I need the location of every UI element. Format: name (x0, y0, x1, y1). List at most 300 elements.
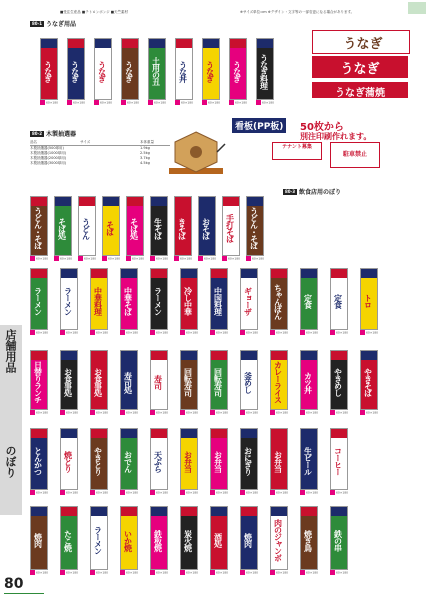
restaurant-flag (120, 428, 138, 490)
flag-header-strip (151, 197, 167, 206)
flag-header-strip (230, 39, 246, 48)
flag-size-text: 60×180 (276, 330, 289, 335)
flag-size-label (40, 100, 58, 105)
flag-header-strip (91, 507, 107, 516)
flag-header-strip (181, 429, 197, 438)
flag-size-text: 60×180 (208, 100, 221, 105)
flag-size-text: 60×180 (132, 256, 145, 261)
flag-text: ラーメン (63, 287, 74, 315)
flag-size-text: 60×180 (204, 256, 217, 261)
flag-size-label (94, 100, 112, 105)
flag-text: ちゃんぽん (273, 283, 284, 319)
flag-size-label (60, 570, 78, 575)
order-mark-icon (175, 100, 180, 105)
legend-right: ※サイズ単位:cm ※デザイン・文字等の一部変更になる場合があります。 (240, 10, 355, 14)
flag-header-strip (301, 507, 317, 516)
flag-size-text: 60×180 (246, 410, 259, 415)
flag-header-strip (122, 39, 138, 48)
flag-size-label (330, 490, 348, 495)
flag-size-text: 60×180 (156, 490, 169, 495)
order-mark-icon (180, 330, 185, 335)
flag-text: お食事処 (93, 368, 104, 396)
order-mark-icon (229, 100, 234, 105)
flag-size-label (174, 256, 192, 261)
lottery-row-weight: 4.5kg (140, 161, 150, 165)
flag-text: 中華料理 (93, 287, 104, 315)
restaurant-flag (102, 196, 120, 256)
flag-header-strip (151, 429, 167, 438)
restaurant-flag (300, 350, 318, 410)
section-lottery-heading (30, 130, 76, 137)
order-mark-icon (90, 410, 95, 415)
restaurant-flag (240, 428, 258, 490)
flag-header-strip (361, 351, 377, 360)
flag-text: きそば (177, 217, 188, 239)
flag-size-label (120, 570, 138, 575)
restaurant-flag (60, 428, 78, 490)
restaurant-flag (60, 350, 78, 410)
flag-size-text: 60×180 (126, 570, 139, 575)
flag-text: やきそば (363, 368, 374, 396)
lottery-row-weight: 2.5kg (140, 151, 150, 155)
flag-header-strip (103, 197, 119, 206)
flag-size-label (120, 490, 138, 495)
banner-text: うなぎ蒲焼 (335, 88, 385, 99)
flag-size-label (270, 410, 288, 415)
flag-text: コーヒー (333, 447, 344, 475)
lottery-row-name: 木製抽選器(1000球用) (30, 151, 67, 155)
flag-size-text: 60×180 (246, 330, 259, 335)
order-mark-icon (330, 410, 335, 415)
flag-header-strip (241, 269, 257, 278)
flag-header-strip (121, 351, 137, 360)
flag-header-strip (31, 269, 47, 278)
order-mark-icon (94, 100, 99, 105)
restaurant-flag (30, 428, 48, 490)
flag-size-text: 60×180 (96, 410, 109, 415)
flag-size-label (300, 570, 318, 575)
flag-header-strip (41, 39, 57, 48)
flag-size-text: 60×180 (262, 100, 275, 105)
flag-text: 回転寿司 (213, 368, 224, 396)
section-title: 木製抽選器 (46, 131, 77, 138)
flag-header-strip (31, 507, 47, 516)
flag-size-label (330, 410, 348, 415)
flag-size-label (150, 410, 168, 415)
flag-header-strip (95, 39, 111, 48)
flag-text: うなぎ (70, 60, 81, 82)
flag-size-text: 60×180 (252, 256, 265, 261)
flag-text: 炭火焼 (183, 529, 194, 551)
flag-size-label (150, 490, 168, 495)
restaurant-flag (210, 268, 228, 330)
restaurant-flag (270, 350, 288, 410)
order-mark-icon (210, 410, 215, 415)
flag-text: うなぎ (124, 60, 135, 82)
flag-header-strip (203, 39, 219, 48)
flag-text: そば処 (129, 217, 140, 239)
order-mark-icon (90, 330, 95, 335)
flag-size-text: 60×180 (180, 256, 193, 261)
flag-size-text: 60×180 (276, 410, 289, 415)
flag-text: いか焼 (123, 529, 134, 551)
order-mark-icon (198, 256, 203, 261)
flag-text: うなぎ料理 (259, 53, 270, 89)
flag-size-text: 60×180 (186, 570, 199, 575)
order-mark-icon (40, 100, 45, 105)
restaurant-flag (90, 268, 108, 330)
flag-size-text: 60×180 (336, 330, 349, 335)
order-mark-icon (270, 490, 275, 495)
flag-text: うなぎ (205, 60, 216, 82)
panel-line1: 50枚から (300, 122, 344, 133)
restaurant-flag (330, 428, 348, 490)
flag-text: おでん (123, 450, 134, 472)
flag-text: 焼き鳥 (303, 529, 314, 551)
flag-size-label (30, 570, 48, 575)
flag-size-label (222, 256, 240, 261)
sign-parking (330, 142, 380, 168)
flag-header-strip (331, 429, 347, 438)
order-mark-icon (54, 256, 59, 261)
section-code: 80-1 (32, 20, 43, 26)
order-mark-icon (270, 410, 275, 415)
unagi-flag (175, 38, 193, 100)
flag-size-label (240, 490, 258, 495)
flag-size-label (90, 410, 108, 415)
section-restaurant-heading (283, 188, 341, 195)
flag-size-text: 60×180 (366, 330, 379, 335)
flag-text: うどん・そば (249, 207, 260, 249)
flag-size-text: 60×180 (100, 100, 113, 105)
flag-header-strip (271, 351, 287, 360)
flag-size-label (30, 330, 48, 335)
flag-size-label (120, 330, 138, 335)
sign-text: 駐車禁止 (342, 151, 367, 158)
restaurant-flag (30, 268, 48, 330)
flag-text: うどん・そば (33, 207, 44, 249)
flag-size-label (60, 410, 78, 415)
banner-text: うなぎ (340, 62, 380, 77)
flag-header-strip (181, 507, 197, 516)
flag-size-label (240, 410, 258, 415)
restaurant-flag (90, 350, 108, 410)
order-mark-icon (30, 256, 35, 261)
legend-left: ■受注生産品 ■テトロンポンジ ■天竺素材 (60, 10, 129, 14)
order-mark-icon (60, 570, 65, 575)
flag-text: カレーライス (273, 361, 284, 403)
flag-size-text: 60×180 (216, 410, 229, 415)
lottery-row-weight: 1.9kg (140, 146, 150, 150)
flag-size-label (30, 410, 48, 415)
order-mark-icon (330, 490, 335, 495)
order-mark-icon (270, 570, 275, 575)
order-mark-icon (120, 410, 125, 415)
flag-size-label (270, 570, 288, 575)
col-weight: 本体重量 (140, 140, 154, 144)
unagi-flag (67, 38, 85, 100)
flag-header-strip (241, 351, 257, 360)
flag-text: 肉のジャンボ (273, 519, 284, 561)
restaurant-flag (30, 506, 48, 570)
flag-header-strip (331, 507, 347, 516)
order-mark-icon (240, 330, 245, 335)
lottery-row-name: 木製抽選器(3000球用) (30, 161, 67, 165)
banner-text: うなぎ (343, 37, 383, 52)
order-mark-icon (120, 570, 125, 575)
flag-header-strip (121, 429, 137, 438)
order-mark-icon (240, 570, 245, 575)
flag-header-strip (151, 507, 167, 516)
flag-size-label (210, 410, 228, 415)
order-mark-icon (300, 570, 305, 575)
restaurant-flag (240, 506, 258, 570)
page-rule (4, 593, 44, 594)
lottery-machine-image (165, 128, 227, 176)
lottery-row-name: 木製抽選器(2000球用) (30, 156, 67, 160)
flag-size-label (256, 100, 274, 105)
order-mark-icon (30, 570, 35, 575)
flag-header-strip (55, 197, 71, 206)
flag-text: 中国料理 (213, 287, 224, 315)
restaurant-flag (360, 350, 378, 410)
flag-header-strip (199, 197, 215, 206)
flag-size-text: 60×180 (73, 100, 86, 105)
order-mark-icon (67, 100, 72, 105)
flag-size-text: 60×180 (60, 256, 73, 261)
flag-text: 鉄の串 (333, 529, 344, 551)
flag-text: おそば (201, 217, 212, 239)
flag-size-text: 60×180 (36, 410, 49, 415)
flag-text: 鉄板焼 (153, 529, 164, 551)
restaurant-flag (330, 350, 348, 410)
restaurant-flag (300, 428, 318, 490)
flag-size-label (270, 490, 288, 495)
flag-text: お弁当 (183, 450, 194, 472)
restaurant-flag (54, 196, 72, 256)
flag-header-strip (151, 351, 167, 360)
flag-header-strip (247, 197, 263, 206)
flag-size-label (180, 330, 198, 335)
flag-size-text: 60×180 (186, 410, 199, 415)
flag-text: ラーメン (153, 287, 164, 315)
section-title: 飲食店用のぼり (299, 189, 342, 196)
flag-size-label (60, 330, 78, 335)
restaurant-flag (150, 196, 168, 256)
flag-text: 釜めし (243, 371, 254, 393)
flag-size-text: 60×180 (154, 100, 167, 105)
sidebar-subcategory: のぼり (4, 445, 17, 478)
flag-size-text: 60×180 (228, 256, 241, 261)
sign-tenant (272, 142, 322, 160)
flag-header-strip (223, 197, 239, 206)
order-mark-icon (300, 410, 305, 415)
flag-size-text: 60×180 (66, 490, 79, 495)
flag-size-label (210, 570, 228, 575)
flag-text: とんかつ (33, 447, 44, 475)
flag-size-label (180, 570, 198, 575)
flag-size-text: 60×180 (108, 256, 121, 261)
restaurant-flag (330, 268, 348, 330)
flag-size-label (67, 100, 85, 105)
flag-size-text: 60×180 (246, 570, 259, 575)
flag-text: 焼肉 (243, 533, 254, 547)
restaurant-flag (270, 268, 288, 330)
order-mark-icon (246, 256, 251, 261)
restaurant-flag (180, 350, 198, 410)
order-mark-icon (102, 256, 107, 261)
flag-text: うなぎ (232, 60, 243, 82)
flag-size-text: 60×180 (235, 100, 248, 105)
unagi-flag (229, 38, 247, 100)
restaurant-flag (210, 350, 228, 410)
order-mark-icon (150, 490, 155, 495)
flag-size-label (198, 256, 216, 261)
flag-text: 焼とり (63, 450, 74, 472)
flag-size-label (54, 256, 72, 261)
flag-size-label (30, 256, 48, 261)
flag-text: ラーメン (33, 287, 44, 315)
flag-size-label (90, 490, 108, 495)
order-mark-icon (270, 330, 275, 335)
sidebar-category: 店舗用品 (4, 329, 17, 373)
flag-size-label (60, 490, 78, 495)
order-mark-icon (30, 490, 35, 495)
flag-header-strip (241, 507, 257, 516)
lottery-row-name: 木製抽選器(500球用) (30, 146, 64, 150)
flag-text: 生ビール (303, 447, 314, 475)
order-mark-icon (174, 256, 179, 261)
order-mark-icon (330, 570, 335, 575)
flag-size-label (30, 490, 48, 495)
flag-size-text: 60×180 (96, 490, 109, 495)
order-mark-icon (60, 330, 65, 335)
restaurant-flag (90, 506, 108, 570)
flag-text: 焼肉 (33, 533, 44, 547)
flag-header-strip (61, 269, 77, 278)
flag-header-strip (176, 39, 192, 48)
flag-text: カツ丼 (303, 371, 314, 393)
flag-size-text: 60×180 (216, 330, 229, 335)
restaurant-flag (120, 268, 138, 330)
flag-header-strip (121, 269, 137, 278)
flag-size-text: 60×180 (306, 570, 319, 575)
order-mark-icon (126, 256, 131, 261)
order-mark-icon (150, 330, 155, 335)
flag-size-text: 60×180 (156, 570, 169, 575)
flag-header-strip (241, 429, 257, 438)
flag-text: お弁当 (273, 450, 284, 472)
restaurant-flag (222, 196, 240, 256)
restaurant-flag (210, 428, 228, 490)
flag-size-text: 60×180 (156, 330, 169, 335)
flag-text: お食事処 (63, 368, 74, 396)
flag-text: 中華そば (123, 287, 134, 315)
flag-text: ラーメン (93, 526, 104, 554)
flag-size-label (229, 100, 247, 105)
flag-text: たこ焼 (63, 529, 74, 551)
order-mark-icon (256, 100, 261, 105)
flag-size-text: 60×180 (186, 330, 199, 335)
flag-size-text: 60×180 (246, 490, 259, 495)
flag-header-strip (61, 351, 77, 360)
flag-size-label (300, 410, 318, 415)
flag-header-strip (61, 507, 77, 516)
restaurant-flag (60, 506, 78, 570)
restaurant-flag (180, 428, 198, 490)
flag-size-text: 60×180 (84, 256, 97, 261)
flag-header-strip (301, 269, 317, 278)
flag-size-label (126, 256, 144, 261)
order-mark-icon (121, 100, 126, 105)
order-mark-icon (210, 490, 215, 495)
unagi-flag (148, 38, 166, 100)
order-mark-icon (60, 490, 65, 495)
flag-size-label (78, 256, 96, 261)
flag-header-strip (301, 351, 317, 360)
flag-size-text: 60×180 (336, 570, 349, 575)
flag-header-strip (181, 269, 197, 278)
flag-header-strip (91, 269, 107, 278)
flag-size-text: 60×180 (156, 256, 169, 261)
order-mark-icon (30, 330, 35, 335)
restaurant-flag (240, 268, 258, 330)
flag-header-strip (361, 269, 377, 278)
restaurant-flag (120, 506, 138, 570)
flag-size-text: 60×180 (126, 410, 139, 415)
flag-header-strip (121, 507, 137, 516)
flag-size-text: 60×180 (186, 490, 199, 495)
flag-size-label (180, 410, 198, 415)
flag-size-text: 60×180 (336, 490, 349, 495)
flag-size-text: 60×180 (336, 410, 349, 415)
order-mark-icon (240, 410, 245, 415)
flag-size-label (102, 256, 120, 261)
unagi-flag (40, 38, 58, 100)
flag-size-text: 60×180 (306, 490, 319, 495)
flag-size-label (270, 330, 288, 335)
flag-header-strip (31, 197, 47, 206)
page-number: 80 (4, 576, 24, 592)
flag-header-strip (331, 351, 347, 360)
flag-size-label (121, 100, 139, 105)
section-unagi-heading (30, 20, 76, 27)
flag-header-strip (211, 269, 227, 278)
flag-size-text: 60×180 (66, 330, 79, 335)
restaurant-flag (198, 196, 216, 256)
flag-header-strip (79, 197, 95, 206)
flag-header-strip (331, 269, 347, 278)
flag-text: うなぎ (97, 60, 108, 82)
flag-text: やきめし (333, 368, 344, 396)
flag-size-text: 60×180 (46, 100, 59, 105)
sidebar (0, 325, 22, 515)
order-mark-icon (120, 330, 125, 335)
col-size: サイズ (80, 140, 91, 144)
flag-size-text: 60×180 (96, 330, 109, 335)
section-code: 80-3 (285, 188, 296, 194)
flag-header-strip (211, 429, 227, 438)
flag-text: 回転寿司 (183, 368, 194, 396)
flag-size-label (202, 100, 220, 105)
order-mark-icon (150, 570, 155, 575)
flag-size-label (360, 330, 378, 335)
flag-size-label (150, 256, 168, 261)
restaurant-flag (360, 268, 378, 330)
order-mark-icon (300, 330, 305, 335)
flag-header-strip (68, 39, 84, 48)
restaurant-flag (240, 350, 258, 410)
